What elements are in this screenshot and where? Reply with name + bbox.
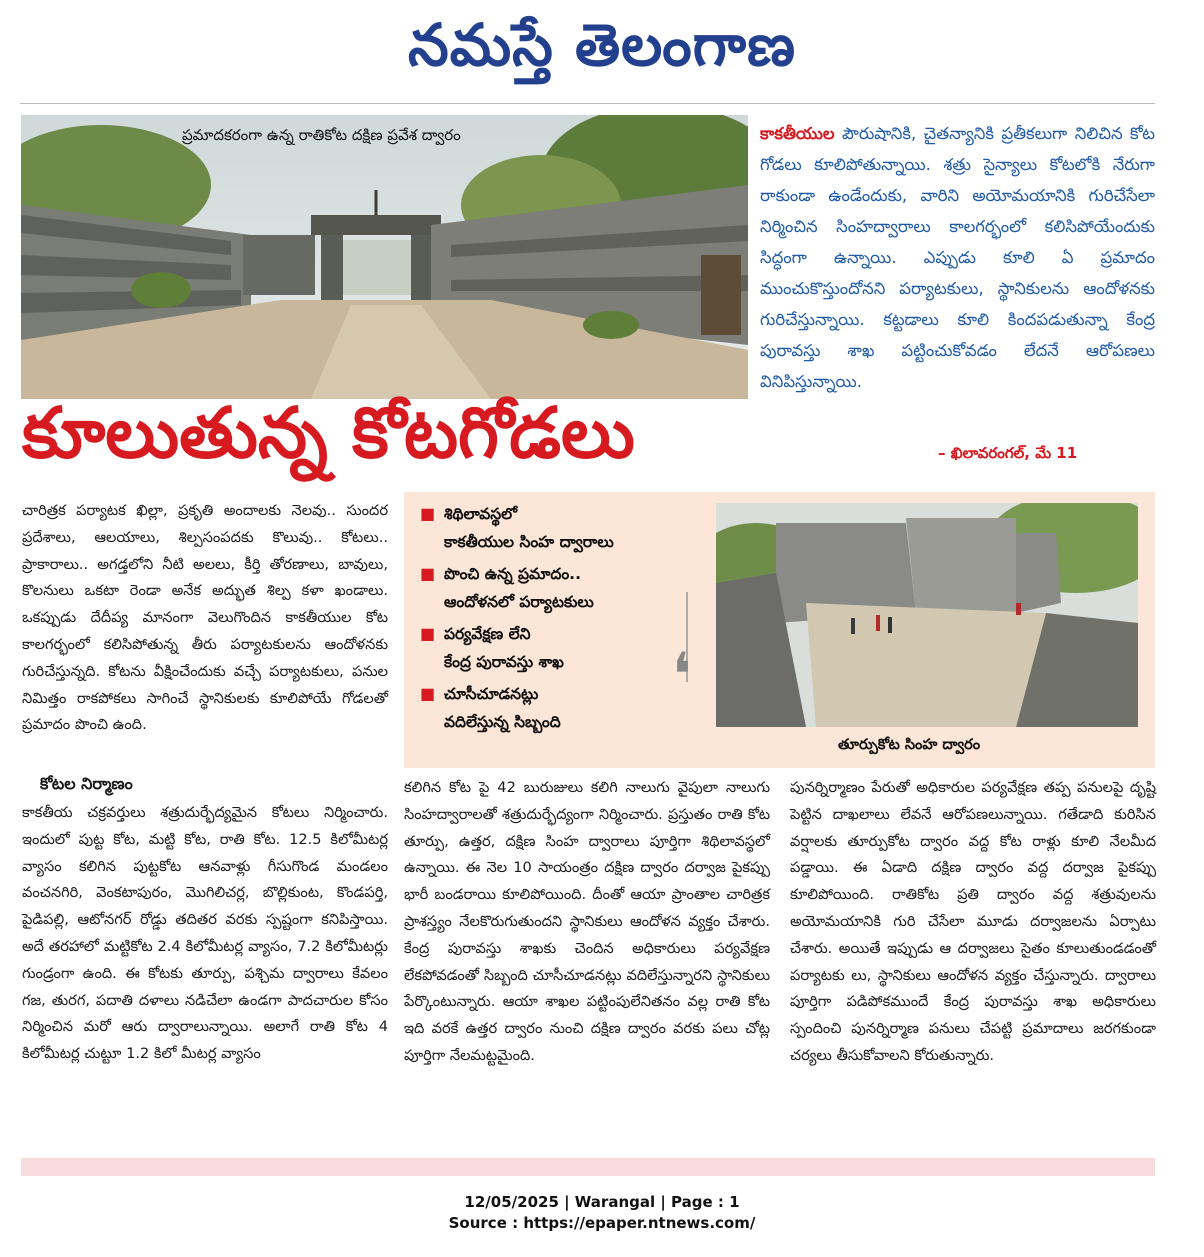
bullet-icon: ■ bbox=[420, 624, 436, 643]
footer-source-link[interactable]: Source : https://epaper.ntnews.com/ bbox=[448, 1214, 756, 1232]
east-gate-photo bbox=[716, 503, 1138, 727]
highlight-line: పొంచి ఉన్న ప్రమాదం.. bbox=[444, 565, 581, 583]
footer-edition: 12/05/2025 | Warangal | Page : 1 bbox=[464, 1193, 740, 1211]
column-3-body: పునర్నిర్మాణం పేరుతో అధికారుల పర్యవేక్షణ తప్ప పనులపై దృష్టి పెట్టిన దాఖలాలు లేవనే ఆరోపణలున్నాయి. గతేడాది కురిసిన వర్షాలకు తూర్పుకోట ద్వారం వద్ద కోట రాళ్లు కూలి నేలమీద పడ్డాయి. ఈ ఏడాది దక్షిణ ద్వారం వద్ద దర్వాజ పైకప్పు కూలిపోయింది. రాతికోట ప్రతి ద్వారం వద్ద శత్రువులను అయోమయానికి గురి చేసేలా మూడు దర్వాజలను ఏర్పాటు చేశారు. అయితే ఇప్పుడు ఆ దర్వాజలు సైతం కూలుతుండడంతో పర్యాటకు లు, స్థానికులు ఆందోళన వ్యక్తం చేస్తున్నారు. ద్వారాలు పూర్తిగా పడిపోకముందే కేంద్ర పురావస్తు శాఖ అధికారులు స్పందించి పునర్నిర్మాణ పనులు చేపట్టి ప్రమాదాలు జరగకుండా చర్యలు తీసుకోవాలని కోరుతున్నారు. bbox=[790, 779, 1156, 1064]
page-footer bbox=[0, 1192, 1204, 1234]
photo-caption: తూర్పుకోట సింహ ద్వారం bbox=[838, 737, 981, 753]
dateline: – ఖిలావరంగల్‌, మే 11 bbox=[938, 444, 1078, 462]
highlight-line: కాకతీయుల సింహ ద్వారాలు bbox=[444, 533, 614, 551]
highlight-line: కేంద్ర పురావస్తు శాఖ bbox=[444, 653, 564, 671]
highlight-item bbox=[412, 680, 682, 736]
subheading: కోటల నిర్మాణం bbox=[40, 774, 133, 793]
masthead-logo: నమస్తే తెలంగాణ bbox=[408, 11, 796, 79]
quote-icon: ❛ bbox=[672, 640, 692, 710]
highlight-line: వదిలేస్తున్న సిబ్బంది bbox=[444, 713, 561, 731]
intro-paragraph bbox=[760, 118, 1155, 397]
divider bbox=[20, 103, 1155, 104]
column-2-body: కలిగిన కోట పై 42 బురుజులు కలిగి నాలుగు వైపులా నాలుగు సింహద్వారాలతో శత్రుదుర్భేద్యంగా నిర్మించారు. ప్రస్తుతం రాతి కోట తూర్పు, ఉత్తర, దక్షిణ సింహ ద్వారాలు పూర్తిగా శిథిలావస్థలో ఉన్నాయి. ఈ నెల 10 సాయంత్రం దక్షిణ ద్వారం దర్వాజ పైకప్పు భారీ బండరాయి కూలిపోయింది. దీంతో ఆయా ప్రాంతాల చారిత్రక ప్రాశస్త్యం నేలకొరుగుతుందని స్థానికులు ఆందోళన వ్యక్తం చేశారు. కేంద్ర పురావస్తు శాఖకు చెందిన అధికారులు పర్యవేక్షణ లేకపోవడంతో సిబ్బంది చూసీచూడనట్లు వదిలేస్తున్నారని స్థానికులు పేర్కొంటున్నారు. ఆయా శాఖల పట్టింపులేనితనం వల్ల రాతి కోట ఇది వరకే ఉత్తర ద్వారం నుంచి దక్షిణ ద్వారం వరకు పలు చోట్ల పూర్తిగా నేలమట్టమైంది. bbox=[404, 779, 770, 1064]
highlight-item bbox=[412, 500, 682, 556]
highlight-line: ఆందోళనలో పర్యాటకులు bbox=[444, 593, 594, 611]
highlight-item bbox=[412, 620, 682, 676]
bullet-icon: ■ bbox=[420, 564, 436, 583]
bullet-icon: ■ bbox=[420, 684, 436, 703]
highlights-list bbox=[412, 500, 682, 740]
highlight-line: శిథిలావస్థలో bbox=[444, 505, 518, 523]
headline: కూలుతున్న కోటగోడలు bbox=[22, 391, 635, 474]
photo-caption: ప్రమాదకరంగా ఉన్న రాతికోట దక్షిణ ప్రవేశ ద్వారం bbox=[182, 126, 461, 144]
highlight-line: చూసీచూడనట్లు bbox=[444, 685, 539, 703]
bullet-icon: ■ bbox=[420, 504, 436, 523]
intro-keyword: కాకతీయుల bbox=[760, 124, 835, 143]
fort-gate-photo bbox=[21, 115, 748, 399]
column-1-body: కాకతీయ చక్రవర్తులు శత్రుదుర్భేద్యమైన కోటలు నిర్మించారు. ఇందులో పుట్ట కోట, మట్టి కోట, రాతి కోట. 12.5 కిలోమీటర్ల వ్యాసం కలిగిన పుట్టకోట ఆనవాళ్లు గీసుగొండ మండలం వంచనగిరి, వెంకటాపురం, మొగిలిచర్ల, బొల్లికుంట, కొండపర్తి, పైడిపల్లి, ఆటోనగర్‌ రోడ్డు తదితర వరకు స్పష్టంగా కనిపిస్తాయి. అదే తరహాలో మట్టికోట 2.4 కిలోమీటర్ల వ్యాసం, 7.2 కిలోమీటర్లు గుండ్రంగా ఉంది. ఈ కోటకు తూర్పు, పశ్చిమ ద్వారాలు కేవలం గజ, తురగ, పదాతి దళాలు నడిచేలా ఉండగా పాదచారుల కోసం నిర్మించిన మరో ఆరు ద్వారాలున్నాయి. అలాగే రాతి కోట 4 కిలోమీటర్ల చుట్టూ 1.2 కిలో మీటర్ల వ్యాసం bbox=[22, 804, 388, 1063]
next-article-strip bbox=[21, 1158, 1155, 1176]
highlight-item bbox=[412, 560, 682, 616]
column-1-intro: చారిత్రక పర్యాటక ఖిల్లా, ప్రకృతి అందాలకు నెలవు.. సుందర ప్రదేశాలు, ఆలయాలు, శిల్పసంపదకు కొలువు.. కోటలు.. ప్రాకారాలు.. అగడ్తలోని నీటి అలలు, కీర్తి తోరణాలు, బావులు, కొలనులు ఒకటా రెండా అనేక అద్భుత శిల్ప కళా ఖండాలు. ఒకప్పుడు దేదీప్య మానంగా వెలుగొందిన కాకతీయుల కోట కాలగర్భంలో కలిసిపోతున్న తీరు పర్యాటకులను ఆందోళనకు గురిచేస్తున్నది. కోటను వీక్షించేందుకు వచ్చే పర్యాటకులు, పనుల నిమిత్తం రాకపోకలు సాగించే స్థానికులకు కూలిపోయే గోడలతో ప్రమాదం పొంచి ఉంది. bbox=[22, 502, 388, 734]
highlight-line: పర్యవేక్షణ లేని bbox=[444, 625, 531, 643]
intro-text: పౌరుషానికి, చైతన్యానికి ప్రతీకలుగా నిలిచిన కోట గోడలు కూలిపోతున్నాయి. శత్రు సైన్యాలు కోటలోకి నేరుగా రాకుండా ఉండేందుకు, వారిని అయోమయానికి గురిచేసేలా నిర్మించిన సింహద్వారాలు కాలగర్భంలో కలిసిపోయేందుకు సిద్ధంగా ఉన్నాయి. ఎప్పుడు కూలి ఏ ప్రమాదం ముంచుకొస్తుందోనని పర్యాటకులు, స్థానికులను ఆందోళనకు గురిచేస్తున్నాయి. కట్టడాలు కూలి కిందపడుతున్నా కేంద్ర పురావస్తు శాఖ పట్టించుకోవడం లేదనే ఆరోపణలు వినిపిస్తున్నాయి. bbox=[760, 124, 1155, 391]
